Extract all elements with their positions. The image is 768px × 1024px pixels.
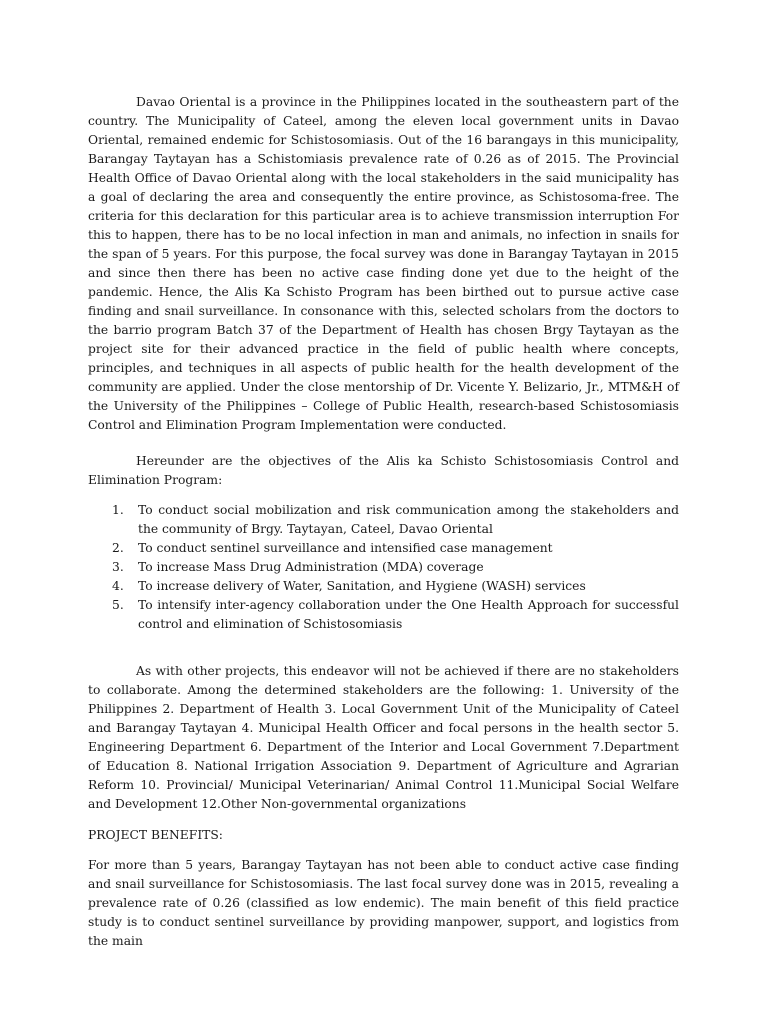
- list-item-text: To conduct sentinel surveillance and intensified case management: [138, 541, 553, 555]
- list-item-text: To increase delivery of Water, Sanitation, and Hygiene (WASH) services: [138, 579, 586, 593]
- list-item-text: To increase Mass Drug Administration (MDA) coverage: [138, 560, 484, 574]
- document-page: [88, 90, 679, 951]
- list-item-number: 3.: [112, 560, 124, 574]
- section-heading: PROJECT BENEFITS:: [88, 828, 223, 842]
- list-item: [112, 501, 679, 539]
- objectives-intro-paragraph: Hereunder are the objectives of the Alis ka Schisto Schistosomiasis Control and Elimination Program:: [88, 454, 679, 487]
- list-item-number: 4.: [112, 579, 124, 593]
- list-item-text: To intensify inter-agency collaboration under the One Health Approach for successful control and elimination of Schistosomiasis: [138, 598, 679, 631]
- stakeholders-paragraph: As with other projects, this endeavor will not be achieved if there are no stakeholders to collaborate. Among the determined stakeholders are the following: 1. University of the Philippines 2. Department of Health 3. Local Government Unit of the Municipality of Cateel and Barangay Taytayan 4. Municipal Health Officer and focal persons in the health sector 5. Engineering Department 6. Department of the Interior and Local Government 7.Department of Education 8. National Irrigation Association 9. Department of Agriculture and Agrarian Reform 10. Provincial/ Municipal Veterinarian/ Animal Control 11.Municipal Social Welfare and Development 12.Other Non-governmental organizations: [88, 664, 679, 811]
- benefits-paragraph: For more than 5 years, Barangay Taytayan has not been able to conduct active case finding and snail surveillance for Schistosomiasis. The last focal survey done was in 2015, revealing a prevalence rate of 0.26 (classified as low endemic). The main benefit of this field practice study is to conduct sentinel surveillance by providing manpower, support, and logistics from the main: [88, 858, 679, 948]
- list-item: [112, 596, 679, 634]
- list-item: [112, 539, 679, 558]
- intro-paragraph: Davao Oriental is a province in the Philippines located in the southeastern part of the country. The Municipality of Cateel, among the eleven local government units in Davao Oriental, remained endemic for Schistosomiasis. Out of the 16 barangays in this municipality, Barangay Taytayan has a Schistomiasis prevalence rate of 0.26 as of 2015. The Provincial Health Office of Davao Oriental along with the local stakeholders in the said municipality has a goal of declaring the area and consequently the entire province, as Schistosoma-free. The criteria for this declaration for this particular area is to achieve transmission interruption For this to happen, there has to be no local infection in man and animals, no infection in snails for the span of 5 years. For this purpose, the focal survey was done in Barangay Taytayan in 2015 and since then there has been no active case finding done yet due to the height of the pandemic. Hence, the Alis Ka Schisto Program has been birthed out to pursue active case finding and snail surveillance. In consonance with this, selected scholars from the doctors to the barrio program Batch 37 of the Department of Health has chosen Brgy Taytayan as the project site for their advanced practice in the field of public health where concepts, principles, and techniques in all aspects of public health for the health development of the community are applied. Under the close mentorship of Dr. Vicente Y. Belizario, Jr., MTM&H of the University of the Philippines – College of Public Health, research-based Schistosomiasis Control and Elimination Program Implementation were conducted.: [88, 95, 679, 432]
- objectives-list: [88, 501, 679, 634]
- list-item-number: 2.: [112, 541, 124, 555]
- list-item-text: To conduct social mobilization and risk communication among the stakeholders and the community of Brgy. Taytayan, Cateel, Davao Oriental: [138, 503, 679, 536]
- list-item-number: 5.: [112, 598, 124, 612]
- list-item-number: 1.: [112, 503, 124, 517]
- list-item: [112, 577, 679, 596]
- list-item: [112, 558, 679, 577]
